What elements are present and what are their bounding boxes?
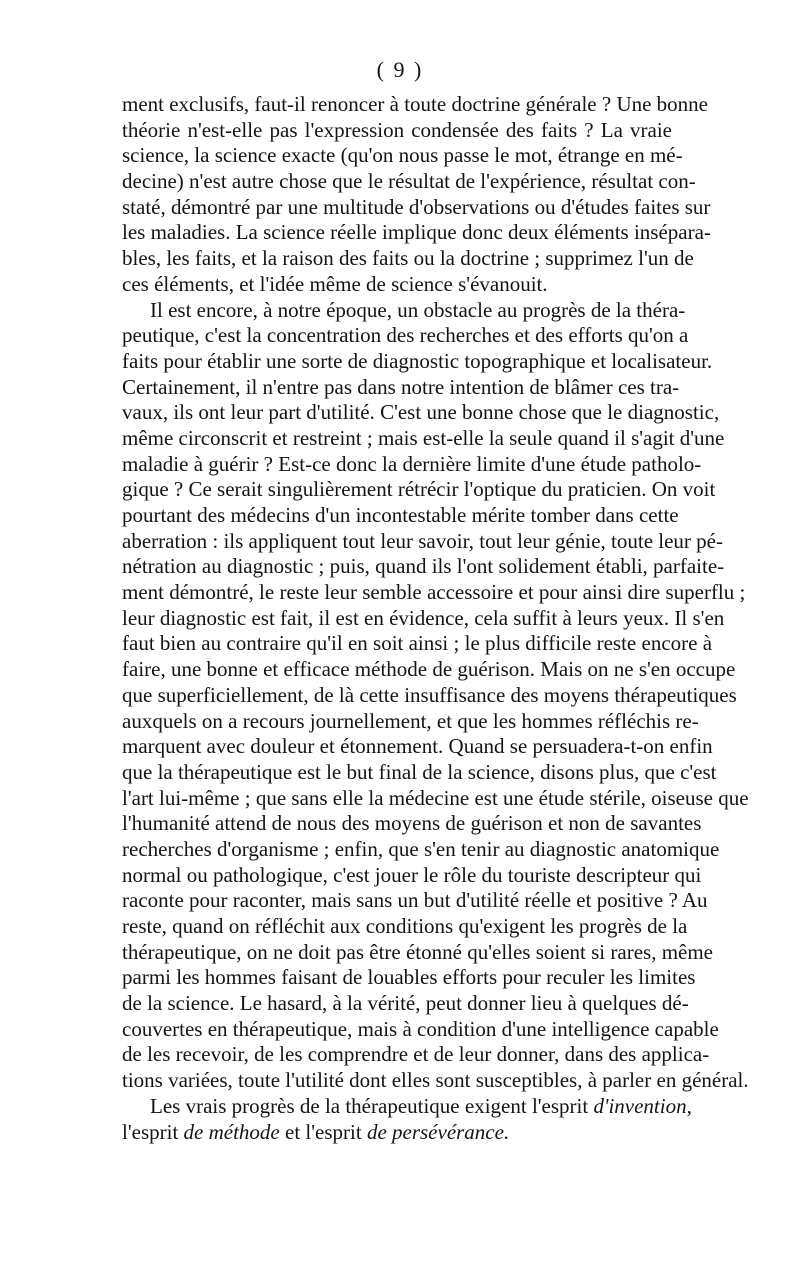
text-line: tions variées, toute l'utilité dont elles sont susceptibles, à parler en général. — [122, 1068, 749, 1093]
text-run: l'esprit — [122, 1119, 184, 1144]
text-line: faut bien au contraire qu'il en soit ainsi ; le plus difficile reste encore à — [122, 631, 713, 656]
text-line: aberration : ils appliquent tout leur savoir, tout leur génie, toute leur pé- — [122, 528, 723, 553]
text-line: peutique, c'est la concentration des recherches et des efforts qu'on a — [122, 323, 689, 348]
page-number: ( 9 ) — [376, 57, 424, 82]
text-line: science, la science exacte (qu'on nous passe le mot, étrange en mé- — [122, 143, 683, 168]
text-line: que superficiellement, de là cette insuffisance des moyens thérapeutiques — [122, 682, 737, 707]
text-line: ment exclusifs, faut-il renoncer à toute doctrine générale ? Une bonne — [122, 92, 709, 116]
text-line: reste, quand on réfléchit aux conditions qu'exigent les progrès de la — [122, 914, 688, 938]
text-line: gique ? Ce serait singulièrement rétrécir l'optique du praticien. On voit — [122, 477, 716, 502]
text-line: decine) n'est autre chose que le résultat de l'expérience, résultat con- — [122, 169, 696, 194]
text-run: et l'esprit — [279, 1119, 367, 1144]
text-line — [122, 1120, 672, 1146]
text-line: ces éléments, et l'idée même de science s'évanouit. — [122, 271, 548, 296]
text-line: l'humanité attend de nous des moyens de guérison et non de savantes — [122, 811, 702, 836]
text-line: les maladies. La science réelle implique donc deux éléments insépara- — [122, 220, 711, 245]
text-line: staté, démontré par une multitude d'observations ou d'études faites sur — [122, 194, 711, 219]
text-line: maladie à guérir ? Est-ce donc la dernière limite d'une étude patholo- — [122, 451, 702, 476]
text-line: Il est encore, à notre époque, un obstacle au progrès de la théra- — [150, 297, 686, 322]
text-run: Les vrais progrès de la thérapeutique exigent l'esprit — [150, 1093, 594, 1118]
text-line: l'art lui-même ; que sans elle la médecine est une étude stérile, oiseuse que — [122, 785, 749, 810]
italic-text: de persévérance. — [366, 1119, 510, 1144]
text-line: pourtant des médecins d'un incontestable mérite tomber dans cette — [122, 503, 679, 527]
text-line: ment démontré, le reste leur semble accessoire et pour ainsi dire superflu ; — [122, 580, 746, 605]
text-line: raconte pour raconter, mais sans un but d'utilité réelle et positive ? Au — [122, 888, 708, 913]
text-line: même circonscrit et restreint ; mais est-elle la seule quand il s'agit d'une — [122, 425, 725, 450]
text-line: auxquels on a recours journellement, et que les hommes réfléchis re- — [122, 708, 699, 733]
paragraph-3 — [122, 1093, 692, 1145]
text-line: de les recevoir, de les comprendre et de leur donner, dans des applica- — [122, 1042, 710, 1067]
text-line: faire, une bonne et efficace méthode de guérison. Mais on ne s'en occupe — [122, 657, 736, 682]
paragraph-1 — [122, 92, 711, 298]
text-line: normal ou pathologique, c'est jouer le rôle du touriste descripteur qui — [122, 862, 702, 887]
italic-text: de méthode — [183, 1119, 280, 1144]
text-line: parmi les hommes faisant de louables efforts pour reculer les limites — [122, 965, 696, 990]
text-line: recherches d'organisme ; enfin, que s'en tenir au diagnostic anatomique — [122, 836, 720, 861]
text-line: nétration au diagnostic ; puis, quand ils l'ont solidement établi, parfaite- — [122, 554, 725, 579]
text-line: faits pour établir une sorte de diagnostic topographique et localisateur. — [122, 348, 713, 373]
text-line — [122, 1093, 692, 1120]
text-line: de la science. Le hasard, à la vérité, peut donner lieu à quelques dé- — [122, 991, 689, 1016]
text-line: leur diagnostic est fait, il est en évidence, cela suffit à leurs yeux. Il s'en — [122, 605, 725, 630]
text-line: vaux, ils ont leur part d'utilité. C'est une bonne chose que le diagnostic, — [122, 400, 720, 425]
text-line: couvertes en thérapeutique, mais à condition d'une intelligence capable — [122, 1016, 719, 1041]
text-line: bles, les faits, et la raison des faits ou la doctrine ; supprimez l'un de — [122, 246, 694, 271]
text-line: que la thérapeutique est le but final de la science, disons plus, que c'est — [122, 759, 717, 784]
paragraph-2 — [122, 297, 749, 1094]
text-line: théorie n'est-elle pas l'expression condensée des faits ? La vraie — [122, 117, 672, 142]
text-line: thérapeutique, on ne doit pas être étonné qu'elles soient si rares, même — [122, 939, 714, 964]
body-text — [122, 92, 749, 1145]
italic-text: d'invention, — [593, 1093, 692, 1118]
text-line: marquent avec douleur et étonnement. Quand se persuadera-t-on enfin — [122, 734, 713, 759]
text-line: Certainement, il n'entre pas dans notre intention de blâmer ces tra- — [122, 374, 680, 399]
